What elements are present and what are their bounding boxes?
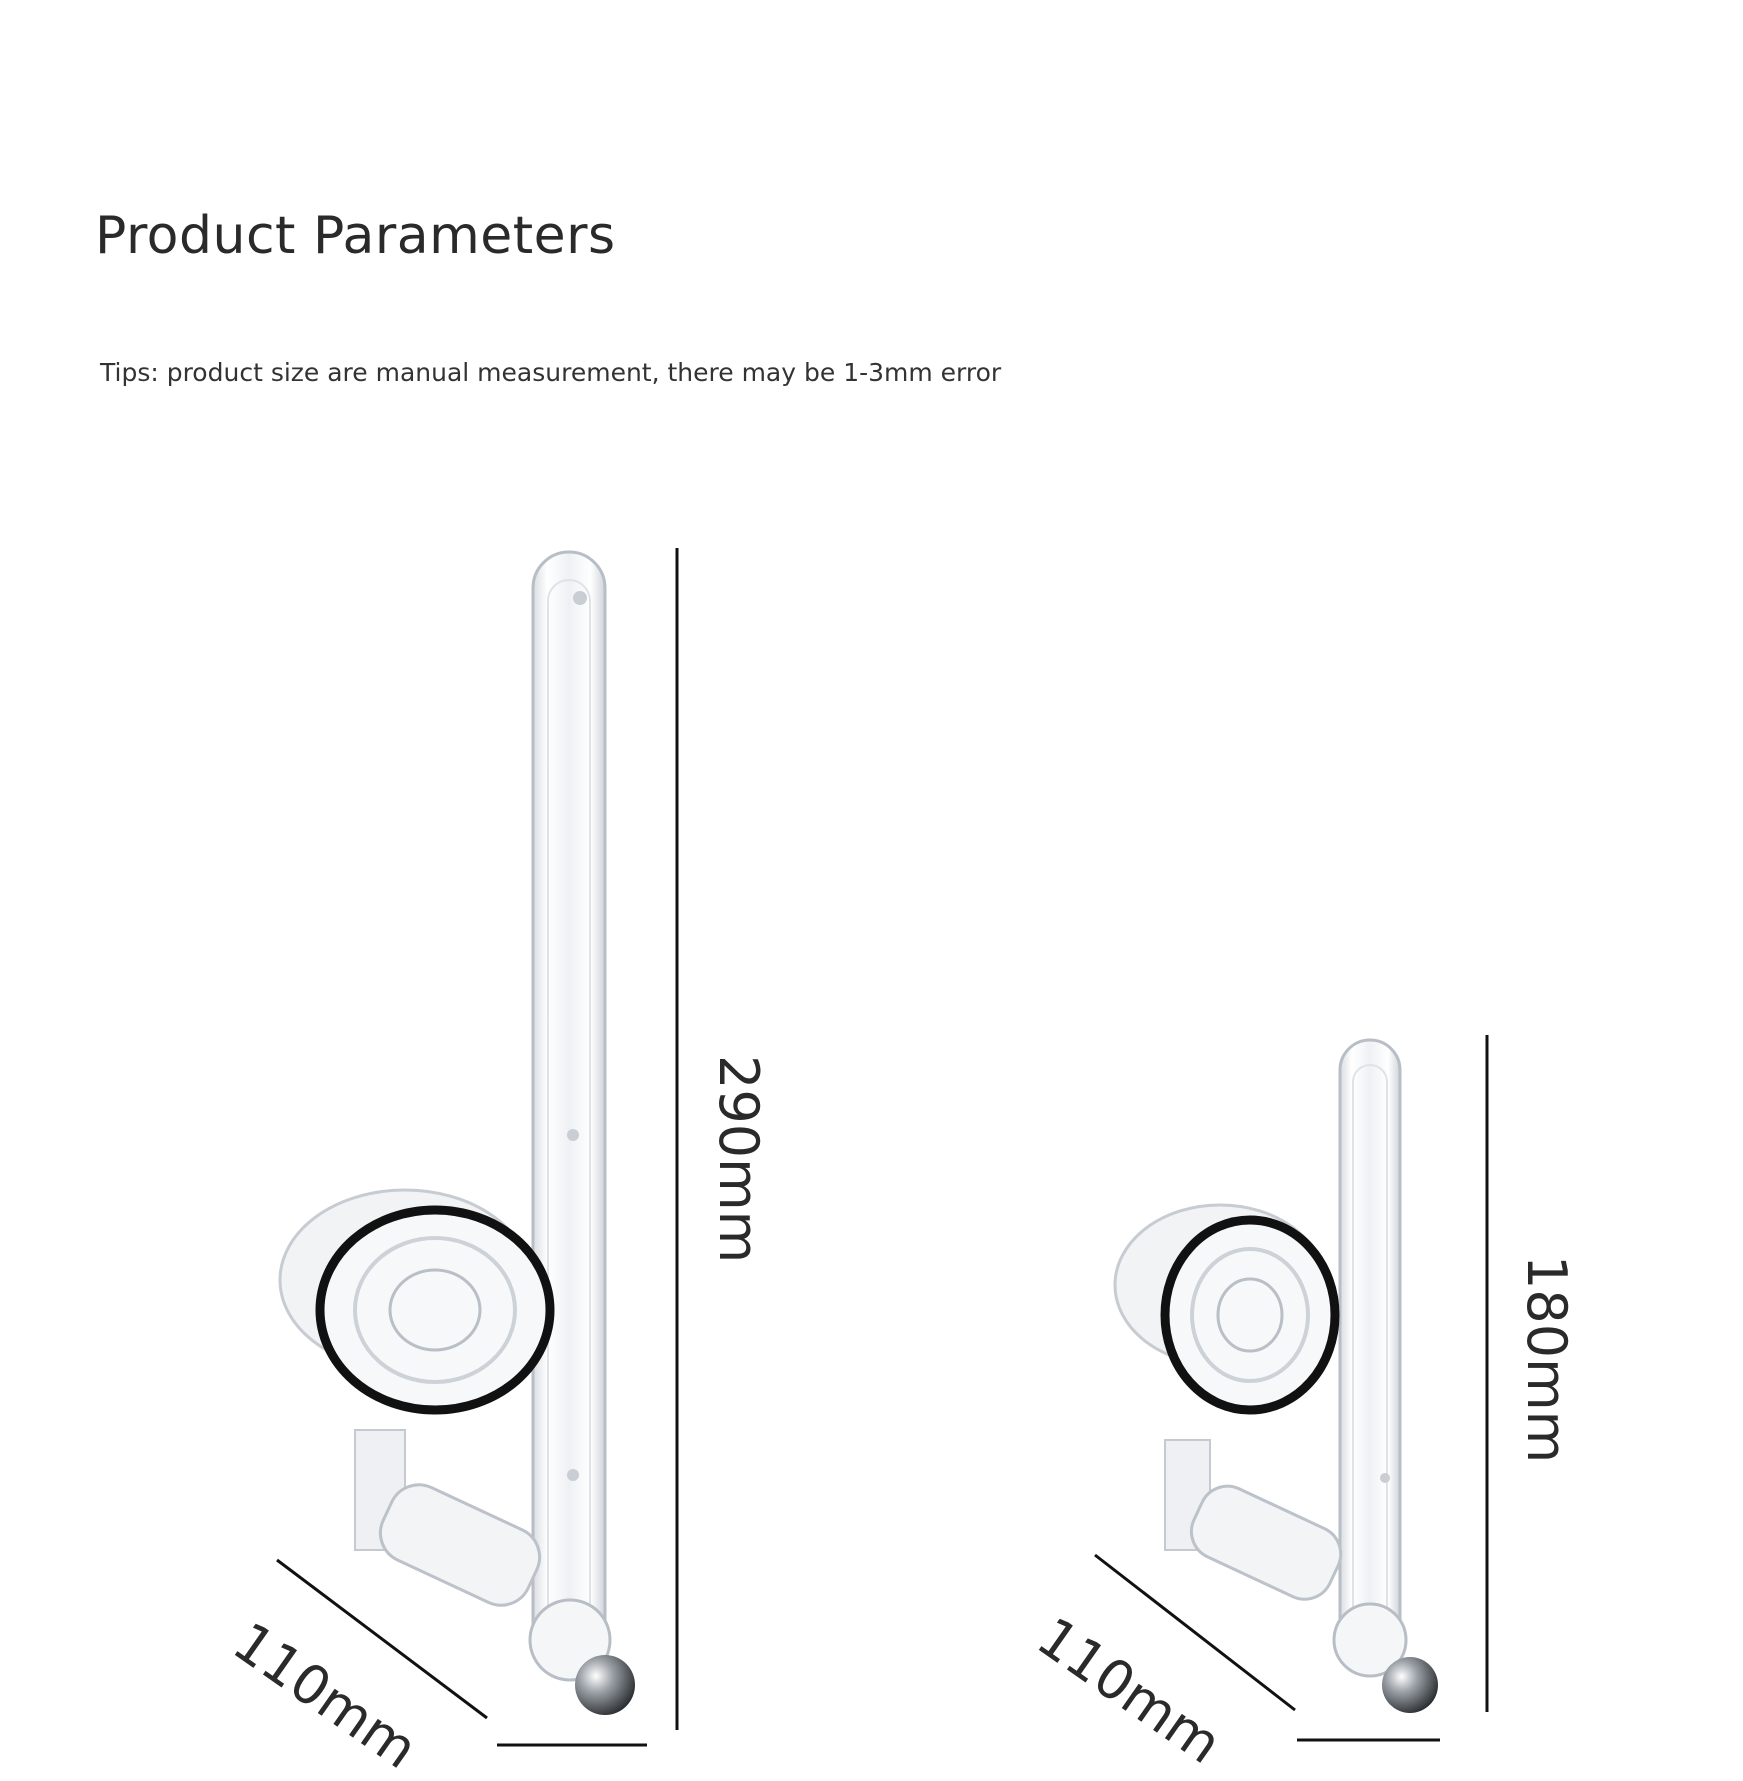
length-label: 110mm	[221, 1610, 429, 1781]
height-label: 290mm	[707, 1055, 770, 1264]
glass-tube	[1340, 1040, 1400, 1660]
length-label: 110mm	[1025, 1605, 1233, 1777]
tips-text: Tips: product size are manual measurement, there may be 1-3mm error	[100, 358, 1002, 387]
suction-cup	[1115, 1205, 1335, 1410]
steel-ball	[1382, 1657, 1438, 1713]
height-label: 180mm	[1515, 1255, 1578, 1464]
page-title: Product Parameters	[95, 206, 616, 266]
